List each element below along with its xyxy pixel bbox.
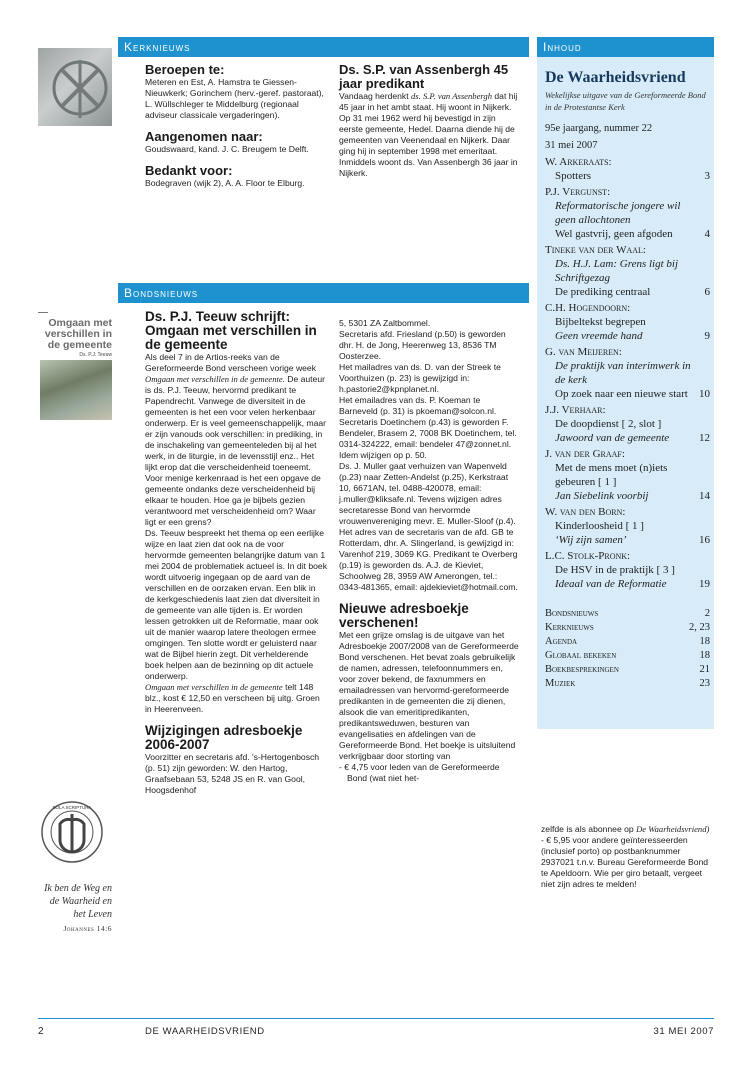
footer-rule <box>38 1018 714 1019</box>
toc-section[interactable] <box>545 621 714 635</box>
toc-entry-title: Op zoek naar een nieuwe start <box>555 388 688 400</box>
bondsnieuws-col-1 <box>145 310 327 796</box>
footer-date: 31 MEI 2007 <box>653 1026 714 1037</box>
bedankt-text: Bodegraven (wijk 2), A. A. Floor te Elburg. <box>145 178 305 188</box>
address-change: Het emailadres van ds. P. Koeman te Barneveld (p. 31) is pkoeman@solcon.nl. <box>339 395 497 416</box>
bedankt-title: Bedankt voor: <box>145 163 233 178</box>
toc-entry-title: Spotters <box>555 170 592 182</box>
toc-section[interactable] <box>545 607 714 621</box>
toc-entry-title: De prediking centraal <box>555 286 651 298</box>
book-cover-title: Omgaan met verschillen in de gemeente <box>44 317 112 351</box>
toc-entry[interactable] <box>545 563 714 577</box>
nieuw-adresboekje-title: Nieuwe adresboekje verschenen! <box>339 601 469 630</box>
toc-entry[interactable] <box>545 199 714 227</box>
toc-section[interactable] <box>545 649 714 663</box>
nieuw-adresboekje-text: Met een grijze omslag is de uitgave van het Adresboekje 2007/2008 van de Gereformeerde Bond verschenen. Het bevat zoals gebruikelijk de namen, adressen, telefoonnummers en, voor zover bekend, de faxnummers en emailadressen van hervormd-gereformeerde predikanten in de gemeenten die zij dienen, alsook die van emeritipredikanten, predikantsweduwen, besturen van evangelisaties en afdelingen van de Gereformeerde Bond. Het boekje is uitsluitend verkrijgbaar door storting van <box>339 630 519 761</box>
toc-entry-page: 14 <box>699 490 710 502</box>
toc-entry-title: ‘Wij zijn samen’ <box>555 534 627 546</box>
bondsnieuws-col-3 <box>541 824 713 890</box>
kerknieuws-col-2 <box>339 63 521 179</box>
aangenomen-text: Goudswaard, kand. J. C. Breugem te Delft. <box>145 144 309 154</box>
toc-section-name: Agenda <box>545 636 578 647</box>
issue-date: 31 mei 2007 <box>545 140 598 151</box>
jaargang: 95e jaargang, nummer 22 <box>545 123 653 134</box>
price-others: - € 5,95 voor andere geïnteresseerden <box>541 835 688 845</box>
price-members: - € 4,75 voor leden van de Gereformeerde Bond (wat niet het- <box>339 762 500 783</box>
toc-section-name: Muziek <box>545 678 576 689</box>
toc-sections <box>545 607 714 691</box>
toc-entry-title: De doopdienst [ 2, slot ] <box>555 418 662 430</box>
inhoud-header: Inhoud <box>537 37 714 57</box>
address-change: 5, 5301 ZA Zaltbommel. <box>339 318 431 328</box>
jubileum-text: Vandaag herdenkt ds. S.P. van Assenbergh dat hij 45 jaar in het ambt staat. Hij woont in Nijkerk. Op 31 mei 1962 werd hij bevestigd in zijn eerste gemeente, Hedel. Daarna diende hij de gemeenten van Veenendaal en Nijkerk. Daar ging hij in september 1998 met emeritaat. Inmiddels woont ds. Van Assenbergh 36 jaar in Nijkerk. <box>339 91 518 178</box>
address-change: Secretaris Doetinchem (p.43) is geworden F. Bendeler, Brasem 2, 7008 BK Doetinchem, tel. 0314-324222, email: bendeler 47@zonnet.nl. Idem wijzigen op p. 50. <box>339 417 517 460</box>
toc-entry[interactable] <box>545 489 714 503</box>
toc-entry[interactable] <box>545 285 714 299</box>
magazine-title: De Waarheidsvriend <box>545 69 686 86</box>
toc-author: L.C. Stolk-Pronk: <box>545 550 631 562</box>
bondsnieuws-header: Bondsnieuws <box>118 283 529 303</box>
kerknieuws-photo <box>38 48 112 126</box>
toc-entry[interactable] <box>545 519 714 533</box>
chi-rho-stone-image <box>38 48 112 126</box>
toc-author: J.J. Verhaar: <box>545 404 606 416</box>
beroepen-title: Beroepen te: <box>145 62 225 77</box>
toc-entry-page: 19 <box>699 578 710 590</box>
toc-section-name: Bondsnieuws <box>545 608 599 619</box>
toc-entry[interactable] <box>545 461 714 489</box>
jubileum-title: Ds. S.P. van Assenbergh 45 jaar predikant <box>339 62 509 91</box>
toc-section-page: 21 <box>699 664 710 675</box>
toc-entry-title: Reformatorische jongere wil geen allochtonen <box>555 200 681 226</box>
toc-entry-title: Wel gastvrij, geen afgoden <box>555 228 673 240</box>
footer-magazine: DE WAARHEIDSVRIEND <box>145 1026 265 1037</box>
teeuw-paragraph-3: Omgaan met verschillen in de gemeente telt 148 blz., kost € 12,50 en verscheen bij uitg. Groen in Heerenveen. <box>145 682 320 714</box>
teeuw-paragraph-2: Ds. Teeuw bespreekt het thema op een eerlijke wijze en laat zien dat ook na de voor hervormde gemeenten belangrijke datum van 1 mei 2004 de problematiek actueel is. In dit boek wordt uitvoerig ingegaan op de aard van de verschillen en de oorzaken ervan. Een blik in de kerkgeschiedenis laat zien dat diversiteit in de gemeente van alle tijden is. Er worden lessen getrokken uit de Reformatie, maar ook uit de manier waarop latere theologen ermee omgingen. Ten slotte wordt er geluisterd naar wat de Bijbel hierin zegt. Dit verhelderende boek helpen aan de bezinning op dit actuele onderwerp. <box>145 528 328 681</box>
toc-entry[interactable] <box>545 417 714 431</box>
toc-entry[interactable] <box>545 227 714 241</box>
kerknieuws-col-1 <box>145 63 325 189</box>
toc-section-page: 2, 23 <box>689 622 710 633</box>
sidebar-quote: Ik ben de Weg en de Waarheid en het Leven <box>44 883 112 920</box>
toc-entry-title: Met de mens moet (n)iets gebeuren [ 1 ] <box>555 462 668 488</box>
toc-section-name: Globaal bekeken <box>545 650 617 661</box>
toc-entry-title: Ideaal van de Reformatie <box>555 578 667 590</box>
toc-entry[interactable] <box>545 169 714 183</box>
magazine-subtitle: Wekelijkse uitgave van de Gereformeerde Bond in de Protestantse Kerk <box>545 90 706 112</box>
sidebar-divider <box>38 312 48 313</box>
toc-entry-title: Jan Siebelink voorbij <box>555 490 649 502</box>
toc-entry-title: De praktijk van interimwerk in de kerk <box>555 360 691 386</box>
toc-entry[interactable] <box>545 533 714 547</box>
toc-author: W. van den Born: <box>545 506 626 518</box>
toc-entry-title: Jawoord van de gemeente <box>555 432 670 444</box>
wijzigingen-text: Voorzitter en secretaris afd. 's-Hertogenbosch (p. 51) zijn geworden: W. den Hartog, Graafsebaan 53, 5248 JS en R. van Gool, Hoogsdenhof <box>145 752 320 795</box>
address-change: Het adres van de secretaris van de afd. GB te Rotterdam, dhr. A. Slingerland, is gewijzigd in: Varenhof 219, 3069 KG. Predikant te Overberg (p.19) is geworden ds. A.J. de Kieviet, Schoolweg 28, 3959 AW Amerongen, tel.: 0343-481365, email: ajdekieviet@hotmail.com. <box>339 527 518 592</box>
toc-author: W. Arkeraats: <box>545 156 612 168</box>
toc-entry-page: 10 <box>699 388 710 400</box>
toc-entry[interactable] <box>545 257 714 285</box>
toc-entry-page: 6 <box>704 286 710 298</box>
aangenomen-title: Aangenomen naar: <box>145 129 263 144</box>
toc-section[interactable] <box>545 677 714 691</box>
toc-author: G. van Meijeren: <box>545 346 622 358</box>
book-cover-author: Ds. P.J. Teeuw <box>79 352 112 358</box>
payment-info: (inclusief porto) op postbanknummer 2937021 t.n.v. Bureau Gereformeerde Bond te Apeldoorn. Wie per giro betaalt, vergeet niet zijn adres te melden! <box>541 846 709 889</box>
address-change: Het mailadres van ds. D. van der Streek te Voorthuizen (p. 23) is gewijzigd in: h.pastorie2@kpnplanet.nl. <box>339 362 501 394</box>
inhoud-box <box>537 57 714 729</box>
toc-entry-title: De HSV in de praktijk [ 3 ] <box>555 564 675 576</box>
toc-entry-title: Geen vreemde hand <box>555 330 643 342</box>
toc-author: C.H. Hogendoorn: <box>545 302 631 314</box>
toc-entry-title: Bijbeltekst begrepen <box>555 316 646 328</box>
toc-section-name: Boekbesprekingen <box>545 664 619 675</box>
sidebar-quote-ref: Johannes 14:6 <box>63 924 112 933</box>
toc-entry[interactable] <box>545 329 714 343</box>
toc-entry[interactable] <box>545 577 714 591</box>
toc-entry[interactable] <box>545 315 714 329</box>
teeuw-paragraph-1: Als deel 7 in de Artios-reeks van de Gereformeerde Bond verscheen vorige week Omgaan met verschillen in de gemeente. De auteur is ds. P.J. Teeuw, hervormd predikant te Papendrecht. Vanwege de diversiteit in de gemeenten is het een voor velen herkenbaar onderwerp. Er is veel gemeenschappelijk, maar er zijn vanouds ook verschillen: in prediking, in de inschakeling van gemeenteleden bij al het werk, in de liturgie, in de levensstijl enz.. Het lijkt erop dat die verscheidenheid toeneemt. Voor menige kerkenraad is het een opgave de gemeente ondanks deze verscheidenheid bij elkaar te houden. Hoe ga je bijbels gezien verantwoord met verscheidenheid om? Waar ligt er een grens? <box>145 352 327 527</box>
price-note: zelfde is als abonnee op De Waarheidsvriend) <box>541 824 710 834</box>
toc-entry-title: Ds. H.J. Lam: Grens ligt bij Schriftgezag <box>555 258 679 284</box>
toc-entry[interactable] <box>545 387 714 401</box>
toc-entry-page: 12 <box>699 432 710 444</box>
toc-entry-page: 4 <box>704 228 710 240</box>
teeuw-title: Ds. P.J. Teeuw schrijft: Omgaan met verschillen in de gemeente <box>145 309 317 352</box>
toc-author: P.J. Vergunst: <box>545 186 611 198</box>
toc-authors <box>545 155 714 591</box>
toc-author: J. van der Graaf: <box>545 448 625 460</box>
toc-entry-page: 16 <box>699 534 710 546</box>
toc-section-page: 18 <box>699 636 710 647</box>
toc-entry[interactable] <box>545 359 714 387</box>
toc-section-page: 18 <box>699 650 710 661</box>
bondsnieuws-col-2 <box>339 318 521 784</box>
toc-section[interactable] <box>545 663 714 677</box>
kerknieuws-header: Kerknieuws <box>118 37 529 57</box>
wijzigingen-title: Wijzigingen adresboekje 2006-2007 <box>145 723 303 752</box>
address-change: Ds. J. Muller gaat verhuizen van Wapenveld (p.23) naar Zetten-Andelst (p.25), Kerkstraat 10, 6671AN, tel. 0488-420078, email: j.muller@kliksafe.nl. Tevens wijzigen adres secretaresse Bond van hervormde vrouwenvereniging mevr. E. Muller-Sloof (p.4). <box>339 461 516 526</box>
book-cover-photo <box>40 360 112 420</box>
svg-text:SOLA SCRIPTURA: SOLA SCRIPTURA <box>52 805 92 810</box>
toc-author: Tineke van der Waal: <box>545 244 646 256</box>
toc-entry-title: Kinderloosheid [ 1 ] <box>555 520 644 532</box>
address-change: Secretaris afd. Friesland (p.50) is geworden dhr. H. de Jong, Heerenweg 13, 8536 TM Oosterzee. <box>339 329 506 361</box>
page-number: 2 <box>38 1026 44 1037</box>
toc-entry-page: 3 <box>704 170 710 182</box>
toc-section-page: 23 <box>699 678 710 689</box>
toc-section[interactable] <box>545 635 714 649</box>
toc-section-page: 2 <box>704 608 710 619</box>
sola-seal <box>40 800 104 864</box>
toc-section-name: Kerknieuws <box>545 622 594 633</box>
toc-entry[interactable] <box>545 431 714 445</box>
beroepen-text: Meteren en Est, A. Hamstra te Giessen-Nieuwkerk; Gorinchem (herv.-geref. pastoraat), L. Wüllschleger te Middelburg (regionaal adviseur classicale vergaderingen). <box>145 77 324 120</box>
toc-entry-page: 9 <box>704 330 710 342</box>
